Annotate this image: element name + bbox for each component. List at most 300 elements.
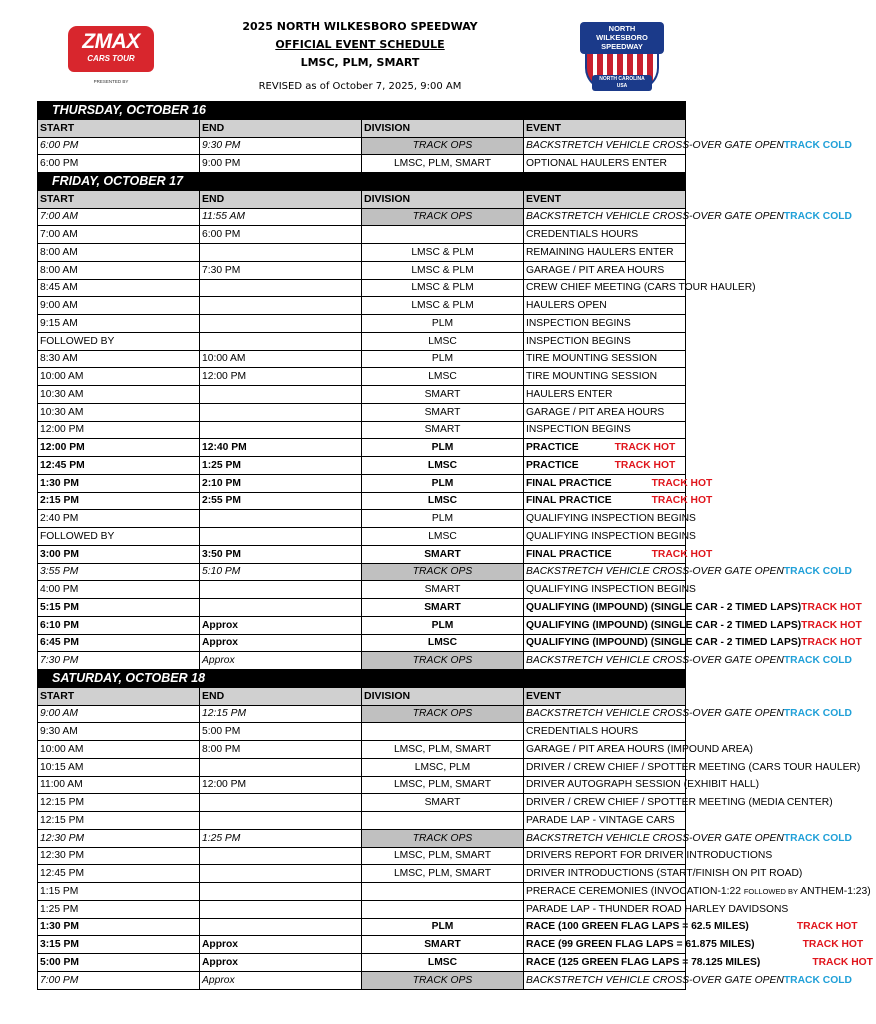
row-start-time: 8:00 AM bbox=[38, 244, 200, 262]
row-event: QUALIFYING INSPECTION BEGINS bbox=[526, 513, 696, 525]
row-start-time: FOLLOWED BY bbox=[38, 528, 200, 546]
row-start-time: 3:15 PM bbox=[38, 936, 200, 954]
speedway-logo-state bbox=[592, 75, 652, 91]
schedule-row bbox=[38, 705, 686, 723]
speedway-logo-line2: WILKESBORO bbox=[596, 33, 648, 42]
schedule-row bbox=[38, 226, 686, 244]
row-end-time bbox=[200, 386, 362, 404]
page-title: 2025 NORTH WILKESBORO SPEEDWAY bbox=[242, 20, 478, 33]
row-division bbox=[362, 900, 524, 918]
row-division bbox=[362, 723, 524, 741]
row-event-cell bbox=[524, 244, 686, 262]
row-division: LMSC bbox=[362, 634, 524, 652]
page-subtitle: OFFICIAL EVENT SCHEDULE bbox=[275, 38, 445, 51]
row-event-wrap bbox=[526, 318, 683, 329]
row-event: FINAL PRACTICE bbox=[526, 477, 612, 489]
row-event-cell bbox=[524, 865, 803, 883]
day-header bbox=[38, 102, 686, 120]
row-event-wrap bbox=[526, 868, 803, 880]
row-division: TRACK OPS bbox=[362, 563, 524, 581]
day-label: FRIDAY, OCTOBER 17 bbox=[38, 173, 686, 191]
row-division: LMSC bbox=[362, 492, 524, 510]
row-start-time: 12:30 PM bbox=[38, 829, 200, 847]
row-event-wrap bbox=[526, 495, 713, 507]
column-header-start: START bbox=[38, 119, 200, 137]
row-event: DRIVERS REPORT FOR DRIVER INTRODUCTIONS bbox=[526, 850, 773, 862]
row-event-wrap bbox=[526, 584, 696, 596]
row-start-time: 10:15 AM bbox=[38, 758, 200, 776]
row-start-time: 12:00 PM bbox=[38, 421, 200, 439]
schedule-row bbox=[38, 439, 686, 457]
schedule-row bbox=[38, 581, 686, 599]
schedule-row bbox=[38, 616, 686, 634]
row-event-wrap bbox=[526, 265, 683, 276]
column-header-end: END bbox=[200, 687, 362, 705]
row-event: BACKSTRETCH VEHICLE CROSS-OVER GATE OPEN bbox=[526, 211, 784, 223]
row-event-cell bbox=[524, 563, 852, 581]
row-event-cell bbox=[524, 581, 696, 599]
row-event: GARAGE / PIT AREA HOURS (IMPOUND AREA) bbox=[526, 743, 753, 755]
schedule-row bbox=[38, 457, 686, 475]
row-start-time: 12:15 PM bbox=[38, 794, 200, 812]
row-end-time bbox=[200, 528, 362, 546]
schedule-table bbox=[37, 101, 873, 990]
row-event-cell bbox=[524, 315, 686, 333]
row-event-wrap bbox=[526, 708, 852, 720]
row-event-wrap bbox=[526, 566, 852, 578]
row-event: BACKSTRETCH VEHICLE CROSS-OVER GATE OPEN bbox=[526, 832, 784, 844]
row-event-cell bbox=[524, 936, 864, 954]
row-event-wrap bbox=[526, 389, 683, 400]
schedule-row bbox=[38, 279, 686, 297]
row-start-time: 5:00 PM bbox=[38, 954, 200, 972]
column-header-division: DIVISION bbox=[362, 190, 524, 208]
schedule-row bbox=[38, 386, 686, 404]
row-event-wrap bbox=[526, 779, 760, 791]
schedule-row bbox=[38, 528, 686, 546]
zmax-wordmark: ZMAX bbox=[82, 30, 140, 53]
row-end-time: 3:50 PM bbox=[200, 545, 362, 563]
row-start-time: 10:30 AM bbox=[38, 386, 200, 404]
row-event-cell bbox=[524, 723, 686, 741]
schedule-row bbox=[38, 794, 686, 812]
row-event-wrap bbox=[526, 743, 753, 755]
row-division: SMART bbox=[362, 581, 524, 599]
row-end-time bbox=[200, 865, 362, 883]
row-event: BACKSTRETCH VEHICLE CROSS-OVER GATE OPEN bbox=[526, 708, 784, 720]
column-header-end: END bbox=[200, 190, 362, 208]
row-start-time: 9:00 AM bbox=[38, 705, 200, 723]
track-cold-badge: TRACK COLD bbox=[783, 211, 852, 223]
row-division: LMSC bbox=[362, 954, 524, 972]
row-division: LMSC & PLM bbox=[362, 244, 524, 262]
column-header-row bbox=[38, 119, 686, 137]
row-division: LMSC, PLM, SMART bbox=[362, 847, 524, 865]
row-start-time: 4:00 PM bbox=[38, 581, 200, 599]
row-start-time: 7:00 AM bbox=[38, 208, 200, 226]
row-event-cell bbox=[524, 279, 756, 297]
row-end-time bbox=[200, 510, 362, 528]
row-start-time: FOLLOWED BY bbox=[38, 332, 200, 350]
row-end-time: 1:25 PM bbox=[200, 457, 362, 475]
row-end-time: 9:30 PM bbox=[200, 137, 362, 155]
row-event-wrap bbox=[526, 371, 683, 382]
row-division: LMSC, PLM, SMART bbox=[362, 776, 524, 794]
day-header bbox=[38, 670, 686, 688]
row-event: PARADE LAP - VINTAGE CARS bbox=[526, 814, 675, 826]
schedule-row bbox=[38, 261, 686, 279]
row-event-wrap bbox=[526, 548, 713, 560]
row-event: BACKSTRETCH VEHICLE CROSS-OVER GATE OPEN bbox=[526, 566, 784, 578]
track-hot-badge: TRACK HOT bbox=[801, 619, 862, 631]
row-event-wrap bbox=[526, 282, 756, 294]
row-start-time: 7:30 PM bbox=[38, 652, 200, 670]
row-division: TRACK OPS bbox=[362, 137, 524, 155]
row-event-cell bbox=[524, 492, 713, 510]
row-division: LMSC bbox=[362, 457, 524, 475]
row-event-cell bbox=[524, 758, 861, 776]
row-event: GARAGE / PIT AREA HOURS bbox=[526, 406, 665, 418]
row-start-time: 9:00 AM bbox=[38, 297, 200, 315]
row-end-time: 1:25 PM bbox=[200, 829, 362, 847]
row-event-wrap bbox=[526, 336, 683, 347]
row-division: LMSC & PLM bbox=[362, 279, 524, 297]
row-end-time: 11:55 AM bbox=[200, 208, 362, 226]
row-end-time: 12:15 PM bbox=[200, 705, 362, 723]
track-hot-badge: TRACK HOT bbox=[812, 956, 873, 968]
column-header-event: EVENT bbox=[524, 687, 686, 705]
row-end-time: Approx bbox=[200, 634, 362, 652]
row-division bbox=[362, 883, 524, 901]
row-event-wrap bbox=[526, 300, 683, 311]
row-division: PLM bbox=[362, 510, 524, 528]
row-division bbox=[362, 226, 524, 244]
row-division: SMART bbox=[362, 599, 524, 617]
row-start-time: 8:45 AM bbox=[38, 279, 200, 297]
row-start-time: 3:55 PM bbox=[38, 563, 200, 581]
row-event-cell bbox=[524, 439, 686, 457]
track-hot-badge: TRACK HOT bbox=[651, 495, 713, 507]
row-end-time: Approx bbox=[200, 936, 362, 954]
schedule-row bbox=[38, 403, 686, 421]
row-event-wrap bbox=[526, 424, 683, 435]
row-end-time: 10:00 AM bbox=[200, 350, 362, 368]
row-division: SMART bbox=[362, 545, 524, 563]
row-event-cell bbox=[524, 954, 873, 972]
schedule-row bbox=[38, 883, 686, 901]
row-event-wrap bbox=[526, 477, 713, 489]
row-event-cell bbox=[524, 741, 753, 759]
row-event-wrap bbox=[526, 619, 862, 631]
schedule-row bbox=[38, 971, 686, 989]
row-event: BACKSTRETCH VEHICLE CROSS-OVER GATE OPEN bbox=[526, 655, 784, 667]
row-start-time: 6:45 PM bbox=[38, 634, 200, 652]
schedule-row bbox=[38, 421, 686, 439]
schedule-row bbox=[38, 155, 686, 173]
schedule-row bbox=[38, 368, 686, 386]
schedule-row bbox=[38, 865, 686, 883]
revision-note: REVISED as of October 7, 2025, 9:00 AM bbox=[258, 81, 462, 92]
row-end-time: 6:00 PM bbox=[200, 226, 362, 244]
track-cold-badge: TRACK COLD bbox=[783, 655, 852, 667]
row-event-wrap bbox=[526, 637, 862, 649]
schedule-row bbox=[38, 900, 686, 918]
row-event-wrap bbox=[526, 460, 683, 471]
row-event-cell bbox=[524, 794, 833, 812]
day-label: SATURDAY, OCTOBER 18 bbox=[38, 670, 686, 688]
row-event: QUALIFYING (IMPOUND) (SINGLE CAR - 2 TIMED LAPS) bbox=[526, 619, 802, 631]
track-hot-badge: TRACK HOT bbox=[801, 637, 862, 649]
cars-tour-logo bbox=[66, 24, 156, 90]
schedule-row bbox=[38, 954, 686, 972]
column-header-row bbox=[38, 190, 686, 208]
row-event-cell bbox=[524, 368, 686, 386]
row-end-time: 5:10 PM bbox=[200, 563, 362, 581]
row-event-cell bbox=[524, 137, 852, 155]
row-event: DRIVER / CREW CHIEF / SPOTTER MEETING (CARS TOUR HAULER) bbox=[526, 761, 861, 773]
track-cold-badge: TRACK COLD bbox=[783, 140, 852, 152]
row-event-wrap bbox=[526, 939, 864, 951]
row-division: TRACK OPS bbox=[362, 829, 524, 847]
row-event-cell bbox=[524, 812, 686, 830]
row-event-wrap bbox=[526, 850, 773, 862]
row-division: LMSC, PLM, SMART bbox=[362, 155, 524, 173]
schedule-row bbox=[38, 652, 686, 670]
speedway-logo-line1: NORTH bbox=[608, 24, 636, 33]
column-header-end: END bbox=[200, 119, 362, 137]
row-event-wrap bbox=[526, 885, 871, 897]
row-division: SMART bbox=[362, 936, 524, 954]
row-end-time bbox=[200, 244, 362, 262]
row-end-time: 12:00 PM bbox=[200, 776, 362, 794]
track-hot-badge: TRACK HOT bbox=[614, 459, 676, 471]
row-start-time: 3:00 PM bbox=[38, 545, 200, 563]
row-event-cell bbox=[524, 226, 686, 244]
row-end-time bbox=[200, 883, 362, 901]
row-event-wrap bbox=[526, 974, 852, 986]
row-division: LMSC bbox=[362, 368, 524, 386]
row-event-cell bbox=[524, 883, 871, 901]
schedule-row bbox=[38, 741, 686, 759]
row-event-wrap bbox=[526, 921, 858, 933]
row-event-wrap bbox=[526, 956, 873, 968]
row-event-cell bbox=[524, 652, 852, 670]
row-end-time bbox=[200, 812, 362, 830]
event-schedule bbox=[37, 101, 873, 990]
row-event-cell bbox=[524, 829, 852, 847]
row-event-wrap bbox=[526, 815, 683, 826]
cars-tour-wordmark: CARS TOUR bbox=[87, 54, 135, 63]
column-header-start: START bbox=[38, 687, 200, 705]
row-division: LMSC bbox=[362, 528, 524, 546]
row-event-wrap bbox=[526, 407, 683, 418]
row-event-wrap bbox=[526, 513, 696, 525]
row-start-time: 12:15 PM bbox=[38, 812, 200, 830]
row-event-wrap bbox=[526, 655, 852, 667]
row-event-cell bbox=[524, 918, 858, 936]
row-event-cell bbox=[524, 421, 686, 439]
schedule-row bbox=[38, 208, 686, 226]
track-cold-badge: TRACK COLD bbox=[783, 708, 852, 720]
row-start-time: 7:00 PM bbox=[38, 971, 200, 989]
row-event: INSPECTION BEGINS bbox=[526, 335, 631, 347]
row-division: PLM bbox=[362, 918, 524, 936]
row-end-time: 2:55 PM bbox=[200, 492, 362, 510]
row-end-time: Approx bbox=[200, 652, 362, 670]
row-division: LMSC, PLM, SMART bbox=[362, 865, 524, 883]
speedway-logo bbox=[580, 22, 664, 98]
row-event-cell bbox=[524, 528, 696, 546]
row-start-time: 10:00 AM bbox=[38, 741, 200, 759]
row-end-time bbox=[200, 315, 362, 333]
track-hot-badge: TRACK HOT bbox=[614, 442, 676, 454]
row-event-cell bbox=[524, 386, 686, 404]
row-end-time: Approx bbox=[200, 954, 362, 972]
row-end-time: 5:00 PM bbox=[200, 723, 362, 741]
row-event: RACE (125 GREEN FLAG LAPS = 78.125 MILES) bbox=[526, 956, 761, 968]
row-event-cell bbox=[524, 261, 686, 279]
row-division: PLM bbox=[362, 474, 524, 492]
row-event: QUALIFYING INSPECTION BEGINS bbox=[526, 530, 696, 542]
row-start-time: 12:45 PM bbox=[38, 457, 200, 475]
schedule-row bbox=[38, 599, 686, 617]
row-event-cell bbox=[524, 900, 789, 918]
row-division: SMART bbox=[362, 421, 524, 439]
track-cold-badge: TRACK COLD bbox=[783, 566, 852, 578]
schedule-row bbox=[38, 244, 686, 262]
row-event-cell bbox=[524, 155, 686, 173]
row-event-cell bbox=[524, 776, 760, 794]
row-event-wrap bbox=[526, 140, 852, 152]
row-division: LMSC, PLM, SMART bbox=[362, 741, 524, 759]
row-event: CREDENTIALS HOURS bbox=[526, 726, 639, 738]
row-event-wrap bbox=[526, 530, 696, 542]
row-start-time: 12:45 PM bbox=[38, 865, 200, 883]
schedule-row bbox=[38, 829, 686, 847]
column-header-event: EVENT bbox=[524, 119, 686, 137]
row-division bbox=[362, 812, 524, 830]
row-event-cell bbox=[524, 457, 686, 475]
schedule-row bbox=[38, 315, 686, 333]
speedway-logo-state-line2: USA bbox=[616, 83, 628, 89]
speedway-logo-banner bbox=[580, 22, 664, 54]
row-division: TRACK OPS bbox=[362, 971, 524, 989]
track-cold-badge: TRACK COLD bbox=[783, 832, 852, 844]
row-division: PLM bbox=[362, 439, 524, 457]
row-end-time: 7:30 PM bbox=[200, 261, 362, 279]
row-event: QUALIFYING (IMPOUND) (SINGLE CAR - 2 TIMED LAPS) bbox=[526, 637, 802, 649]
row-start-time: 1:30 PM bbox=[38, 918, 200, 936]
row-division: LMSC, PLM bbox=[362, 758, 524, 776]
row-end-time: 12:40 PM bbox=[200, 439, 362, 457]
row-end-time bbox=[200, 332, 362, 350]
track-hot-badge: TRACK HOT bbox=[651, 548, 713, 560]
row-event: QUALIFYING (IMPOUND) (SINGLE CAR - 2 TIMED LAPS) bbox=[526, 601, 802, 613]
row-event-cell bbox=[524, 634, 862, 652]
speedway-logo-line3: SPEEDWAY bbox=[601, 42, 643, 51]
row-end-time bbox=[200, 847, 362, 865]
row-start-time: 12:00 PM bbox=[38, 439, 200, 457]
row-event: OPTIONAL HAULERS ENTER bbox=[526, 158, 667, 170]
row-start-time: 1:25 PM bbox=[38, 900, 200, 918]
row-event: DRIVER INTRODUCTIONS (START/FINISH ON PIT ROAD) bbox=[526, 868, 803, 880]
schedule-row bbox=[38, 545, 686, 563]
schedule-row bbox=[38, 474, 686, 492]
row-event-cell bbox=[524, 847, 773, 865]
schedule-row bbox=[38, 918, 686, 936]
row-start-time: 1:15 PM bbox=[38, 883, 200, 901]
schedule-row bbox=[38, 297, 686, 315]
schedule-row bbox=[38, 492, 686, 510]
row-division: SMART bbox=[362, 386, 524, 404]
row-division: TRACK OPS bbox=[362, 652, 524, 670]
row-event: HAULERS ENTER bbox=[526, 388, 613, 400]
row-event: DRIVER AUTOGRAPH SESSION (EXHIBIT HALL) bbox=[526, 779, 760, 791]
column-header-start: START bbox=[38, 190, 200, 208]
schedule-row bbox=[38, 847, 686, 865]
row-event-wrap bbox=[526, 211, 852, 223]
column-header-event: EVENT bbox=[524, 190, 686, 208]
row-event: FINAL PRACTICE bbox=[526, 495, 612, 507]
row-event-cell bbox=[524, 599, 862, 617]
row-end-time: Approx bbox=[200, 971, 362, 989]
row-start-time: 8:00 AM bbox=[38, 261, 200, 279]
row-end-time: 12:00 PM bbox=[200, 368, 362, 386]
row-end-time bbox=[200, 403, 362, 421]
schedule-row bbox=[38, 563, 686, 581]
row-event: RACE (100 GREEN FLAG LAPS = 62.5 MILES) bbox=[526, 921, 749, 933]
row-event: RACE (99 GREEN FLAG LAPS = 61.875 MILES) bbox=[526, 939, 755, 951]
row-end-time: 2:10 PM bbox=[200, 474, 362, 492]
row-event-cell bbox=[524, 208, 852, 226]
page-divisions: LMSC, PLM, SMART bbox=[300, 56, 420, 69]
track-hot-badge: TRACK HOT bbox=[802, 939, 864, 951]
row-event: INSPECTION BEGINS bbox=[526, 317, 631, 329]
track-hot-badge: TRACK HOT bbox=[796, 921, 858, 933]
row-start-time: 12:30 PM bbox=[38, 847, 200, 865]
row-start-time: 5:15 PM bbox=[38, 599, 200, 617]
row-event-cell bbox=[524, 297, 686, 315]
row-division: SMART bbox=[362, 794, 524, 812]
schedule-row bbox=[38, 758, 686, 776]
row-division: LMSC bbox=[362, 332, 524, 350]
row-event-cell bbox=[524, 474, 713, 492]
row-end-time: 9:00 PM bbox=[200, 155, 362, 173]
schedule-row bbox=[38, 776, 686, 794]
row-event-cell bbox=[524, 971, 852, 989]
row-end-time bbox=[200, 297, 362, 315]
schedule-row bbox=[38, 137, 686, 155]
row-division: LMSC & PLM bbox=[362, 297, 524, 315]
row-end-time: Approx bbox=[200, 616, 362, 634]
row-end-time bbox=[200, 581, 362, 599]
row-event: FINAL PRACTICE bbox=[526, 548, 612, 560]
row-division: TRACK OPS bbox=[362, 208, 524, 226]
row-start-time: 9:30 AM bbox=[38, 723, 200, 741]
track-cold-badge: TRACK COLD bbox=[783, 974, 852, 986]
row-event-cell bbox=[524, 510, 696, 528]
row-end-time bbox=[200, 758, 362, 776]
row-event: GARAGE / PIT AREA HOURS bbox=[526, 264, 665, 276]
row-start-time: 10:00 AM bbox=[38, 368, 200, 386]
row-event-wrap bbox=[526, 761, 861, 773]
track-hot-badge: TRACK HOT bbox=[801, 601, 862, 613]
row-event: INSPECTION BEGINS bbox=[526, 424, 631, 436]
row-start-time: 11:00 AM bbox=[38, 776, 200, 794]
row-event: TIRE MOUNTING SESSION bbox=[526, 353, 658, 365]
row-end-time bbox=[200, 599, 362, 617]
row-event: BACKSTRETCH VEHICLE CROSS-OVER GATE OPEN bbox=[526, 140, 784, 152]
